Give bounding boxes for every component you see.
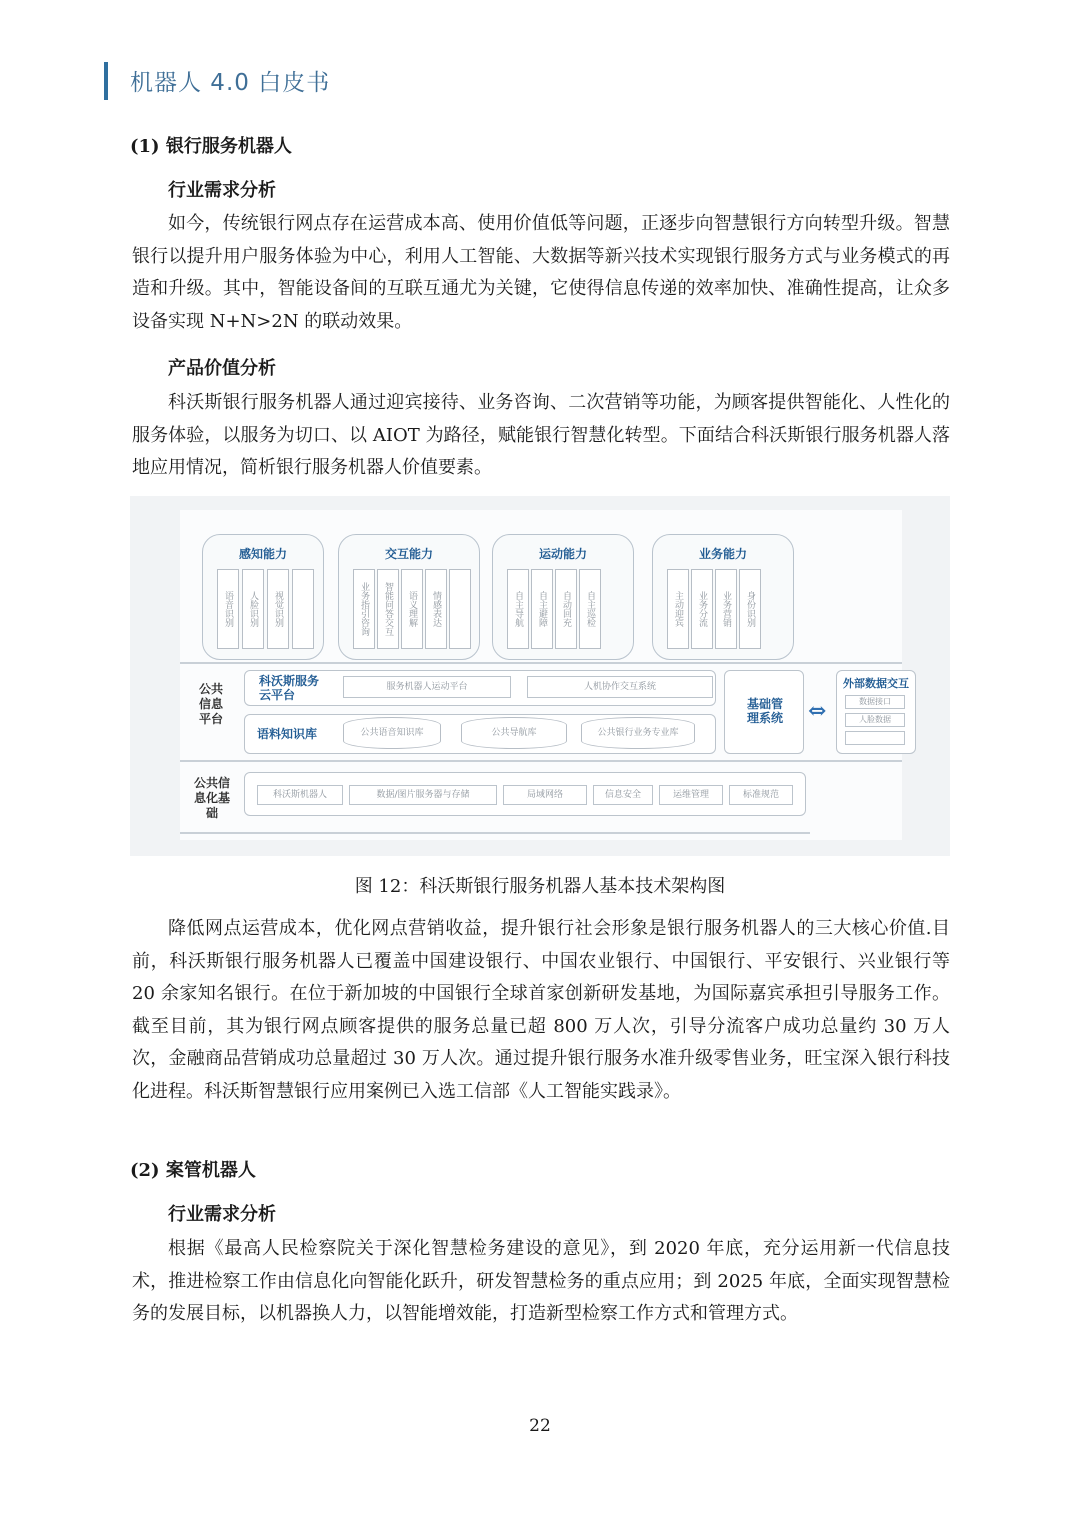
corpus-database: 公共导航库 xyxy=(461,717,567,749)
section-1-title: (1) 银行服务机器人 xyxy=(130,136,292,157)
corpus-row xyxy=(244,714,716,754)
cloud-platform-item: 服务机器人运动平台 xyxy=(343,676,511,698)
section-1-subheading-value: 产品价值分析 xyxy=(168,358,276,379)
infrastructure-item: 数据/图片服务器与存储 xyxy=(349,785,497,805)
capability-item: 主动迎宾 xyxy=(667,569,689,649)
corpus-database: 公共银行业务专业库 xyxy=(581,717,695,749)
base-management-label: 基础管理系统 xyxy=(746,697,783,725)
capability-item: 身份识别 xyxy=(739,569,761,649)
section-2-subheading-demand: 行业需求分析 xyxy=(168,1204,276,1225)
header-accent-bar xyxy=(104,62,108,100)
external-data-title: 外部数据交互 xyxy=(843,677,909,690)
external-data-item: 数据接口 xyxy=(845,695,905,709)
capability-title: 运动能力 xyxy=(538,547,587,561)
infrastructure-item: 标准规范 xyxy=(729,785,793,805)
figure-caption: 图 12：科沃斯银行服务机器人基本技术架构图 xyxy=(354,876,726,897)
capability-item xyxy=(449,569,471,649)
capability-item: 业务营销 xyxy=(715,569,737,649)
external-data-box xyxy=(836,670,916,754)
capability-item: 人脸识别 xyxy=(242,569,264,649)
cloud-platform-label: 科沃斯服务云平台 xyxy=(259,674,320,702)
infrastructure-row xyxy=(244,772,806,816)
layer-divider xyxy=(180,662,902,664)
layer-label-base: 公共信息化基础 xyxy=(193,776,230,820)
capability-group-motion xyxy=(492,534,634,660)
infrastructure-item: 运维管理 xyxy=(659,785,723,805)
capability-item: 情感表达 xyxy=(425,569,447,649)
capability-item: 视觉识别 xyxy=(267,569,289,649)
infrastructure-item: 科沃斯机器人 xyxy=(257,785,343,805)
capability-item: 业务指引咨询 xyxy=(353,569,375,649)
capability-item: 自主避障 xyxy=(531,569,553,649)
capability-group-perception xyxy=(202,534,324,660)
base-management-system xyxy=(724,670,804,754)
capability-title: 感知能力 xyxy=(238,547,287,561)
capability-item: 智能问答交互 xyxy=(377,569,399,649)
capability-item: 语义理解 xyxy=(401,569,423,649)
architecture-figure xyxy=(130,496,950,856)
cloud-platform-item: 人机协作交互系统 xyxy=(527,676,713,698)
infrastructure-item: 信息安全 xyxy=(593,785,653,805)
layer-divider xyxy=(180,832,810,834)
section-1-subheading-demand: 行业需求分析 xyxy=(168,180,276,201)
capability-item: 自主巡检 xyxy=(579,569,601,649)
infrastructure-item: 局域网络 xyxy=(503,785,587,805)
section-2-paragraph-demand: 根据《最高人民检察院关于深化智慧检务建设的意见》，到 2020 年底，充分运用新一代信息技术，推进检察工作由信息化向智能化跃升，研发智慧检务的重点应用；到 2025 年底，全面实现智慧检务的发展目标，以机器换人力，以智能增效能，打造新型检察工作方式和管理方式。 xyxy=(132,1238,950,1324)
capability-title: 交互能力 xyxy=(384,547,433,561)
capability-item: 自主导航 xyxy=(507,569,529,649)
section-1-paragraph-demand: 如今，传统银行网点存在运营成本高、使用价值低等问题，正逐步向智慧银行方向转型升级。智慧银行以提升用户服务体验为中心，利用人工智能、大数据等新兴技术实现银行服务方式与业务模式的再造和升级。其中，智能设备间的互联互通尤为关键，它使得信息传递的效率加快、准确性提高，让众多设备实现 N+N>2N 的联动效果。 xyxy=(132,213,950,332)
layer-label-platform: 公共信息平台 xyxy=(198,682,223,726)
core-value-paragraph: 降低网点运营成本，优化网点营销收益，提升银行社会形象是银行服务机器人的三大核心价值.目前，科沃斯银行服务机器人已覆盖中国建设银行、中国农业银行、中国银行、平安银行、兴业银行等 20 余家知名银行。在位于新加坡的中国银行全球首家创新研发基地，为国际嘉宾承担引导服务工作。截至目前，其为银行网点顾客提供的服务总量已超 800 万人次，引导分流客户成功总量约 30 万人次，金融商品营销成功总量超过 30 万人次。通过提升银行服务水准升级零售业务，旺宝深入银行科技化进程。科沃斯智慧银行应用案例已入选工信部《人工智能实践录》。 xyxy=(132,918,950,1102)
capability-group-business xyxy=(652,534,794,660)
cloud-platform-row xyxy=(244,670,716,706)
section-2-title: (2) 案管机器人 xyxy=(130,1160,256,1181)
capability-item xyxy=(292,569,314,649)
capability-item: 语音识别 xyxy=(217,569,239,649)
capability-group-interaction xyxy=(338,534,480,660)
corpus-label: 语料知识库 xyxy=(257,727,318,741)
capability-title: 业务能力 xyxy=(698,547,747,561)
bidirectional-arrow-icon: ⇔ xyxy=(808,698,827,724)
section-1-paragraph-value: 科沃斯银行服务机器人通过迎宾接待、业务咨询、二次营销等功能，为顾客提供智能化、人性化的服务体验，以服务为切口、以 AIOT 为路径，赋能银行智慧化转型。下面结合科沃斯银行服务机器人落地应用情况，简析银行服务机器人价值要素。 xyxy=(132,392,950,478)
capability-item: 自动回充 xyxy=(555,569,577,649)
corpus-database: 公共语音知识库 xyxy=(343,717,441,749)
architecture-diagram xyxy=(180,510,909,840)
page-number: 22 xyxy=(529,1416,551,1436)
document-header-title: 机器人 4.0 白皮书 xyxy=(130,70,331,96)
capability-item: 业务分流 xyxy=(691,569,713,649)
external-data-item xyxy=(845,731,905,745)
layer-divider xyxy=(180,760,902,762)
external-data-item: 人脸数据 xyxy=(845,713,905,727)
